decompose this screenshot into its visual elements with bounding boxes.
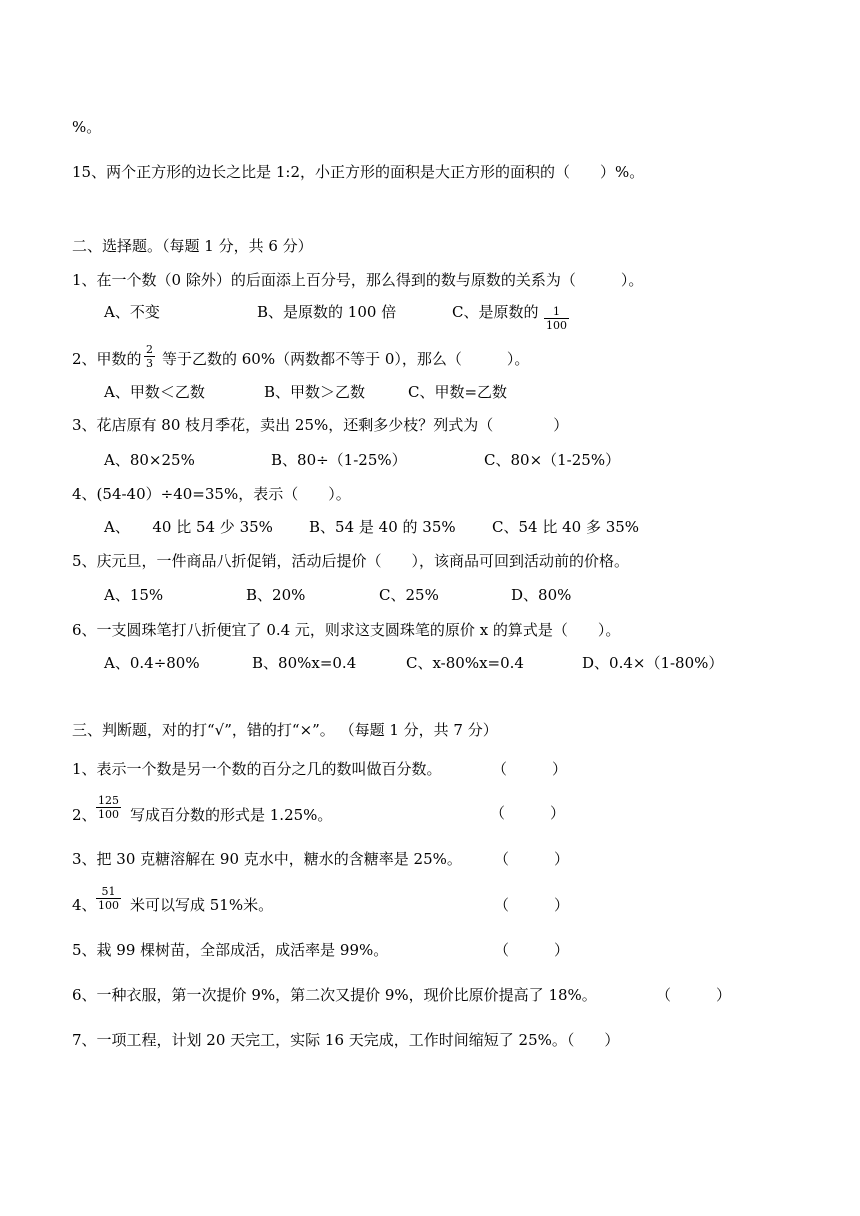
s3-q5-text: 5、栽 99 棵树苗，全部成活，成活率是 99%。 (72, 941, 389, 959)
s2-q5-stem: 5、庆元旦，一件商品八折促销，活动后提价（ ），该商品可回到活动前的价格。 (72, 552, 630, 570)
s2-q5-option-a: A、15% (104, 586, 164, 604)
s3-q6-paren: （ ） (656, 986, 732, 1004)
fraction-numerator: 1 (553, 305, 560, 318)
s3-q4-post: 米可以写成 51%米。 (130, 896, 274, 914)
s2-q2-option-c: C、甲数=乙数 (408, 383, 508, 401)
s2-q6-option-a: A、0.4÷80% (104, 654, 200, 672)
fraction-denominator: 100 (98, 899, 119, 912)
s3-q1-text: 1、表示一个数是另一个数的百分之几的数叫做百分数。 (72, 760, 442, 778)
s3-q5-paren: （ ） (494, 941, 570, 959)
s2-q6-option-d: D、0.4×（1-80%） (582, 654, 724, 672)
s2-q3-option-a: A、80×25% (104, 451, 195, 469)
s3-q2-post: 写成百分数的形式是 1.25%。 (130, 806, 333, 824)
s3-q4-paren: （ ） (494, 896, 570, 914)
s3-q2-paren: （ ） (490, 804, 566, 822)
fraction-denominator: 3 (146, 357, 153, 370)
s2-q4-option-b: B、54 是 40 的 35% (309, 518, 456, 536)
fraction-numerator: 125 (98, 794, 119, 807)
s3-q6-text: 6、一种衣服，第一次提价 9%，第二次又提价 9%，现价比原价提高了 18%。 (72, 986, 597, 1004)
s2-q3-option-b: B、80÷（1-25%） (271, 451, 407, 469)
s3-q2-pre: 2、 (72, 806, 97, 824)
section-3-title: 三、判断题，对的打“√”，错的打“×”。 （每题 1 分，共 7 分） (72, 721, 498, 739)
s2-q3-stem: 3、花店原有 80 枝月季花，卖出 25%，还剩多少枝？列式为（ ） (72, 416, 569, 434)
s2-q4-stem: 4、(54-40）÷40=35%，表示（ ）。 (72, 485, 351, 503)
s2-q2-option-b: B、甲数＞乙数 (264, 383, 366, 401)
s2-q4-option-c: C、54 比 40 多 35% (492, 518, 640, 536)
s2-q6-stem: 6、一支圆珠笔打八折便宜了 0.4 元，则求这支圆珠笔的原价 x 的算式是（ ）。 (72, 621, 621, 639)
fraction-denominator: 100 (98, 808, 119, 821)
s2-q6-option-b: B、80%x=0.4 (252, 654, 357, 672)
s3-q3-text: 3、把 30 克糖溶解在 90 克水中，糖水的含糖率是 25%。 (72, 850, 462, 868)
s2-q1-option-c-fraction (544, 305, 569, 332)
question-15: 15、两个正方形的边长之比是 1:2，小正方形的面积是大正方形的面积的（ ）%。 (72, 163, 645, 181)
s2-q6-option-c: C、x-80%x=0.4 (406, 654, 524, 672)
s2-q1-option-b: B、是原数的 100 倍 (257, 303, 397, 321)
s2-q1-option-a: A、不变 (104, 303, 160, 321)
s2-q5-option-d: D、80% (511, 586, 572, 604)
s3-q4-pre: 4、 (72, 896, 97, 914)
s2-q5-option-c: C、25% (379, 586, 439, 604)
fraction-denominator: 100 (546, 319, 567, 332)
s3-q1-paren: （ ） (492, 760, 568, 778)
s2-q4-option-a: A、 40 比 54 少 35% (104, 518, 273, 536)
s3-q4-fraction (96, 885, 121, 912)
s3-q3-paren: （ ） (494, 850, 570, 868)
s2-q1-stem: 1、在一个数（0 除外）的后面添上百分号，那么得到的数与原数的关系为（ ）。 (72, 271, 644, 289)
fraction-numerator: 2 (146, 343, 153, 356)
fraction-numerator: 51 (101, 885, 116, 898)
s2-q5-option-b: B、20% (246, 586, 306, 604)
s3-q7-text: 7、一项工程，计划 20 天完工，实际 16 天完成，工作时间缩短了 25%。（ ） (72, 1031, 620, 1049)
s2-q2-stem-post: 等于乙数的 60%（两数都不等于 0），那么（ ）。 (162, 350, 530, 368)
section-2-title: 二、选择题。（每题 1 分，共 6 分） (72, 237, 313, 255)
top-fragment: %。 (72, 118, 102, 136)
s3-q2-fraction (96, 794, 121, 821)
s2-q2-fraction (144, 343, 155, 370)
s2-q2-option-a: A、甲数＜乙数 (104, 383, 205, 401)
s2-q1-option-c: C、是原数的 (452, 303, 539, 321)
s2-q3-option-c: C、80×（1-25%） (484, 451, 621, 469)
s2-q2-stem-pre: 2、甲数的 (72, 350, 142, 368)
